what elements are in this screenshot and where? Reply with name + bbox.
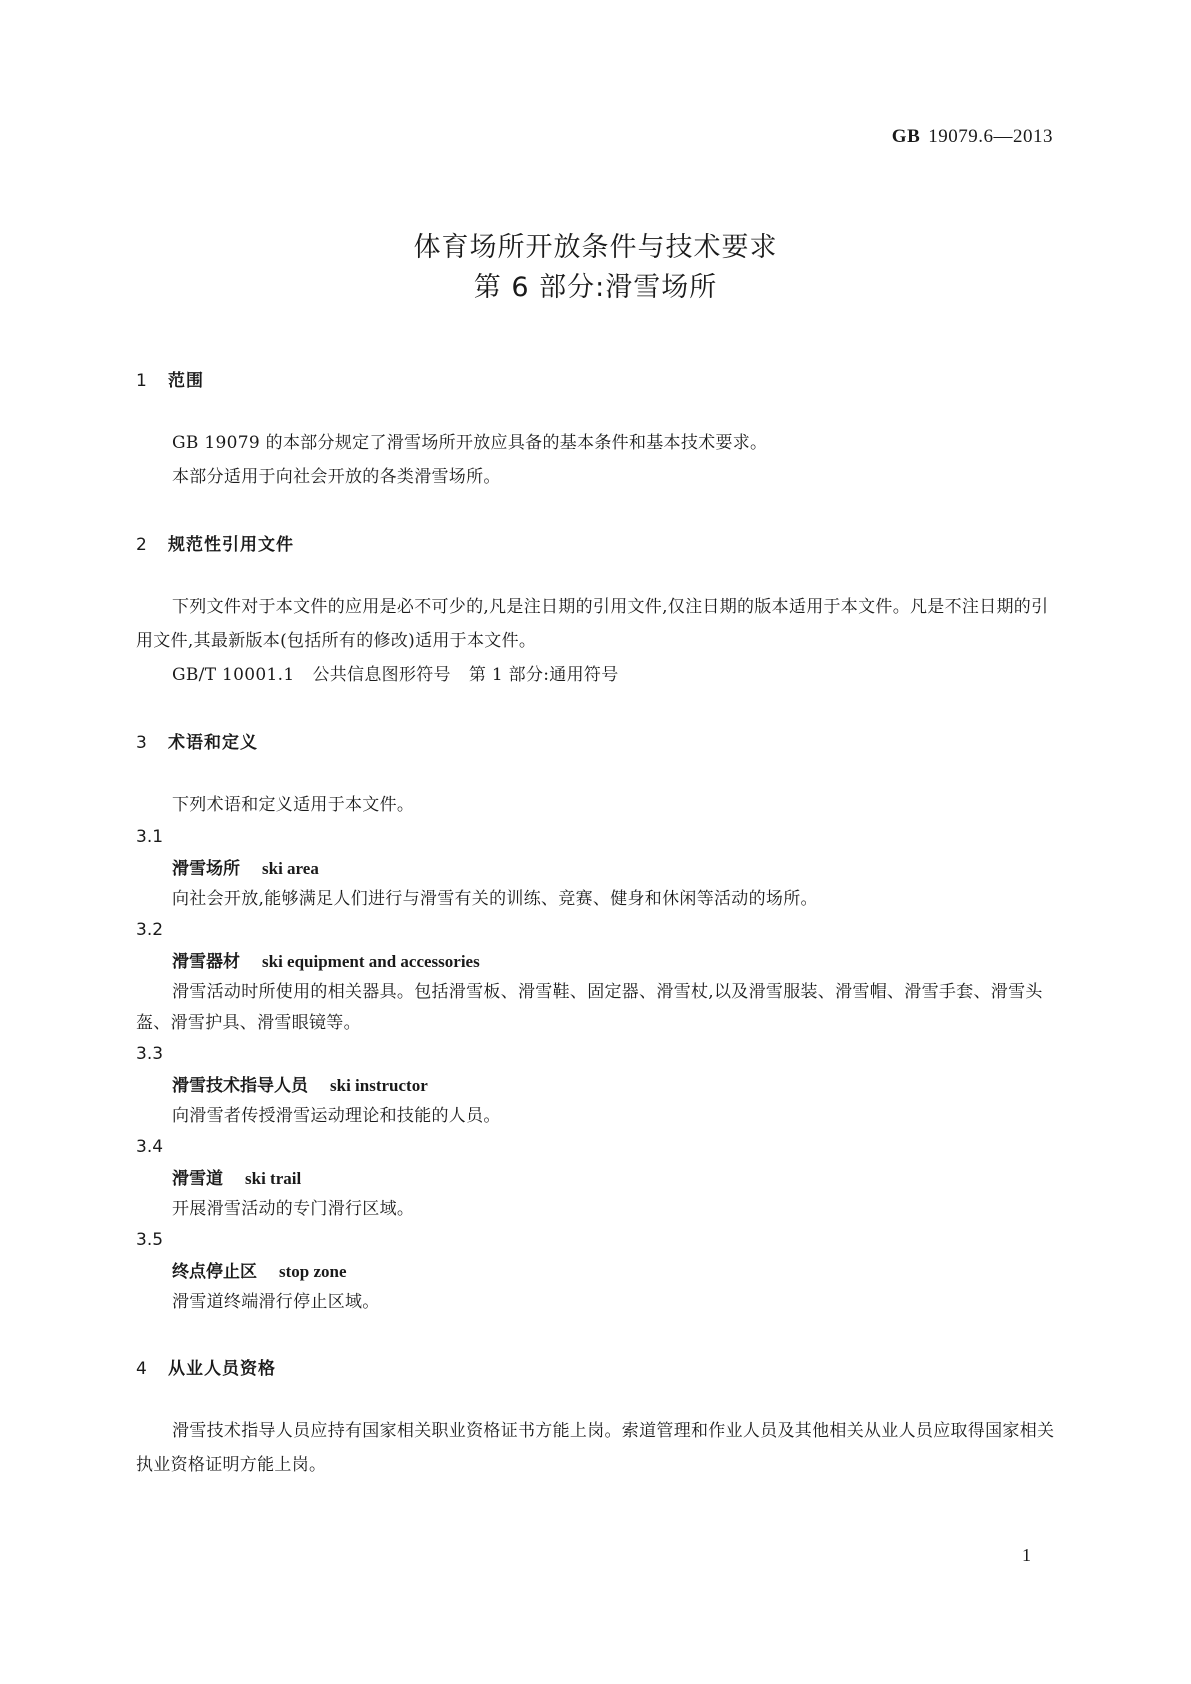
section-title: 从业人员资格	[168, 1359, 276, 1379]
term-entry	[136, 1132, 1056, 1225]
standard-code: 19079.6—2013	[928, 126, 1053, 147]
section-number: 1	[136, 371, 148, 391]
section-heading-terms	[136, 726, 1056, 760]
term-definition: 向滑雪者传授滑雪运动理论和技能的人员。	[172, 1106, 501, 1126]
paragraph: 下列文件对于本文件的应用是必不可少的,凡是注日期的引用文件,仅注日期的版本适用于本文件。凡是不注日期的引用文件,其最新版本(包括所有的修改)适用于本文件。	[136, 597, 1049, 651]
reference-part: 第 1 部分:通用符号	[468, 665, 619, 685]
term-en: stop zone	[279, 1262, 347, 1281]
term-number: 3.2	[136, 920, 164, 940]
term-name	[136, 946, 1056, 977]
term-number: 3.3	[136, 1044, 164, 1064]
term-number: 3.4	[136, 1137, 164, 1157]
term-entry	[136, 1225, 1056, 1318]
term-definition: 向社会开放,能够满足人们进行与滑雪有关的训练、竞赛、健身和休闲等活动的场所。	[172, 889, 818, 909]
term-entry	[136, 822, 1056, 915]
term-name	[136, 1163, 1056, 1194]
term-en: ski equipment and accessories	[262, 952, 480, 971]
standard-number	[892, 126, 1053, 148]
term-entry	[136, 1039, 1056, 1132]
term-definition: 开展滑雪活动的专门滑行区域。	[172, 1199, 415, 1219]
section-title: 范围	[168, 371, 204, 391]
reference-title: 公共信息图形符号	[312, 665, 451, 685]
section-title: 规范性引用文件	[168, 535, 294, 555]
section-number: 3	[136, 733, 148, 753]
term-en: ski instructor	[330, 1076, 428, 1095]
section-number: 2	[136, 535, 148, 555]
page-number: 1	[1022, 1545, 1031, 1565]
section-heading-personnel-qualification	[136, 1352, 1056, 1386]
term-zh: 滑雪场所	[172, 859, 240, 879]
term-number: 3.5	[136, 1230, 164, 1250]
paragraph: GB 19079 的本部分规定了滑雪场所开放应具备的基本条件和基本技术要求。	[172, 433, 768, 453]
section-number: 4	[136, 1359, 148, 1379]
term-en: ski area	[262, 859, 319, 878]
reference-entry	[136, 658, 1056, 692]
term-definition: 滑雪道终端滑行停止区域。	[172, 1292, 380, 1312]
term-zh: 滑雪道	[172, 1169, 223, 1189]
standard-prefix: GB	[891, 126, 921, 147]
paragraph: 滑雪技术指导人员应持有国家相关职业资格证书方能上岗。索道管理和作业人员及其他相关从业人员应取得国家相关执业资格证明方能上岗。	[136, 1421, 1055, 1475]
term-zh: 终点停止区	[172, 1262, 257, 1282]
term-number: 3.1	[136, 827, 164, 847]
document-body	[136, 364, 1056, 1482]
section-heading-normative-references	[136, 528, 1056, 562]
paragraph: 本部分适用于向社会开放的各类滑雪场所。	[172, 467, 501, 487]
term-entry	[136, 915, 1056, 1039]
reference-code: GB/T 10001.1	[172, 665, 295, 685]
term-zh: 滑雪器材	[172, 952, 240, 972]
section-heading-scope	[136, 364, 1056, 398]
section-title: 术语和定义	[168, 733, 258, 753]
paragraph: 下列术语和定义适用于本文件。	[172, 795, 415, 815]
term-en: ski trail	[245, 1169, 302, 1188]
term-name	[136, 1070, 1056, 1101]
term-name	[136, 1256, 1056, 1287]
term-definition: 滑雪活动时所使用的相关器具。包括滑雪板、滑雪鞋、固定器、滑雪杖,以及滑雪服装、滑雪帽、滑雪手套、滑雪头盔、滑雪护具、滑雪眼镜等。	[136, 982, 1043, 1033]
term-zh: 滑雪技术指导人员	[172, 1076, 308, 1096]
term-name	[136, 853, 1056, 884]
document-title	[0, 228, 1191, 308]
title-line-1: 体育场所开放条件与技术要求	[413, 232, 778, 263]
title-line-2: 第 6 部分:滑雪场所	[473, 272, 718, 303]
